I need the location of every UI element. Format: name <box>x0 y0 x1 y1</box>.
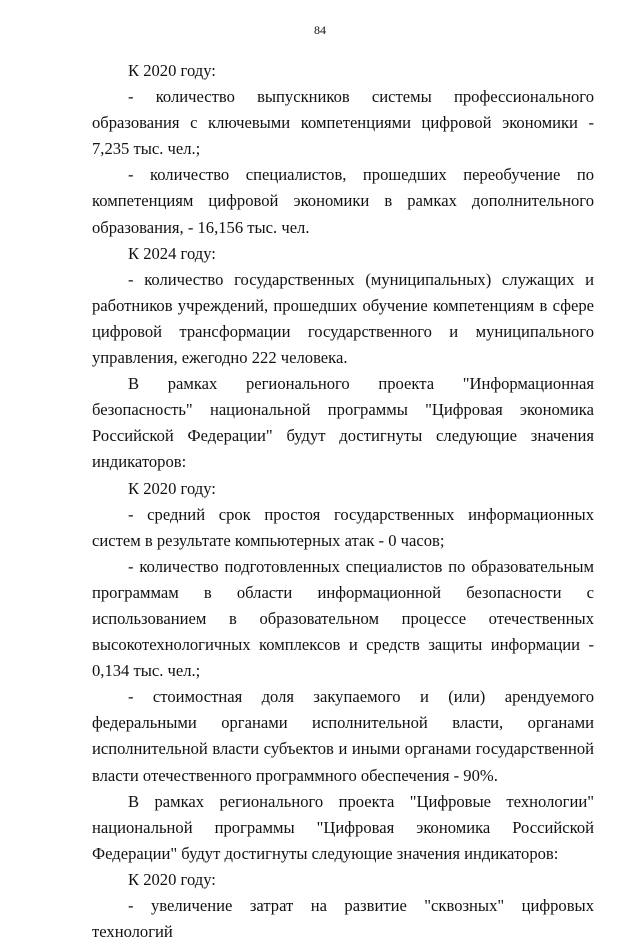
paragraph-trained-specialists-indicator: - количество подготовленных специалистов по образовательным программам в области информационной безопасности с использованием в образовательном процессе отечественных высокотехнологичных комплексов и средств защиты информации - 0,134 тыс. чел.; <box>92 556 594 681</box>
paragraph-infosec-project-intro: В рамках регионального проекта "Информационная безопасность" национальной программы "Цифровая экономика Российской Федерации" будут достигнуты следующие значения индикаторов: <box>92 374 594 472</box>
paragraph-graduates-indicator: - количество выпускников системы профессионального образования с ключевыми компетенциями цифровой экономики - 7,235 тыс. чел.; <box>92 87 594 159</box>
paragraph-year-2020-heading-3: К 2020 году: <box>128 869 216 889</box>
paragraph-retrained-specialists-indicator: - количество специалистов, прошедших переобучение по компетенциям цифровой экономики в рамках дополнительного образования, - 16,156 тыс. чел. <box>92 165 594 237</box>
paragraph-year-2020-heading-2: К 2020 году: <box>128 478 216 498</box>
paragraph-downtime-indicator: - средний срок простоя государственных информационных систем в результате компьютерных атак - 0 часов; <box>92 504 594 550</box>
paragraph-year-2020-heading: К 2020 году: <box>128 61 216 80</box>
document-body <box>92 58 594 945</box>
paragraph-domestic-software-indicator: - стоимостная доля закупаемого и (или) арендуемого федеральными органами исполнительной власти, органами исполнительной власти субъектов и иными органами государственной власти отечественного программного обеспечения - 90%. <box>92 687 594 785</box>
paragraph-year-2024-heading: К 2024 году: <box>128 243 216 263</box>
paragraph-civil-servants-indicator: - количество государственных (муниципальных) служащих и работников учреждений, прошедших обучение компетенциям в сфере цифровой трансформации государственного и муниципального управления, ежегодно 222 человека. <box>92 269 594 368</box>
page-number: 84 <box>314 23 326 37</box>
paragraph-digital-tech-project-intro: В рамках регионального проекта "Цифровые технологии" национальной программы "Цифровая экономика Российской Федерации" будут достигнуты следующие значения индикаторов: <box>92 791 594 863</box>
paragraph-end-to-end-tech-indicator: - увеличение затрат на развитие "сквозных" цифровых технологий <box>92 896 594 942</box>
